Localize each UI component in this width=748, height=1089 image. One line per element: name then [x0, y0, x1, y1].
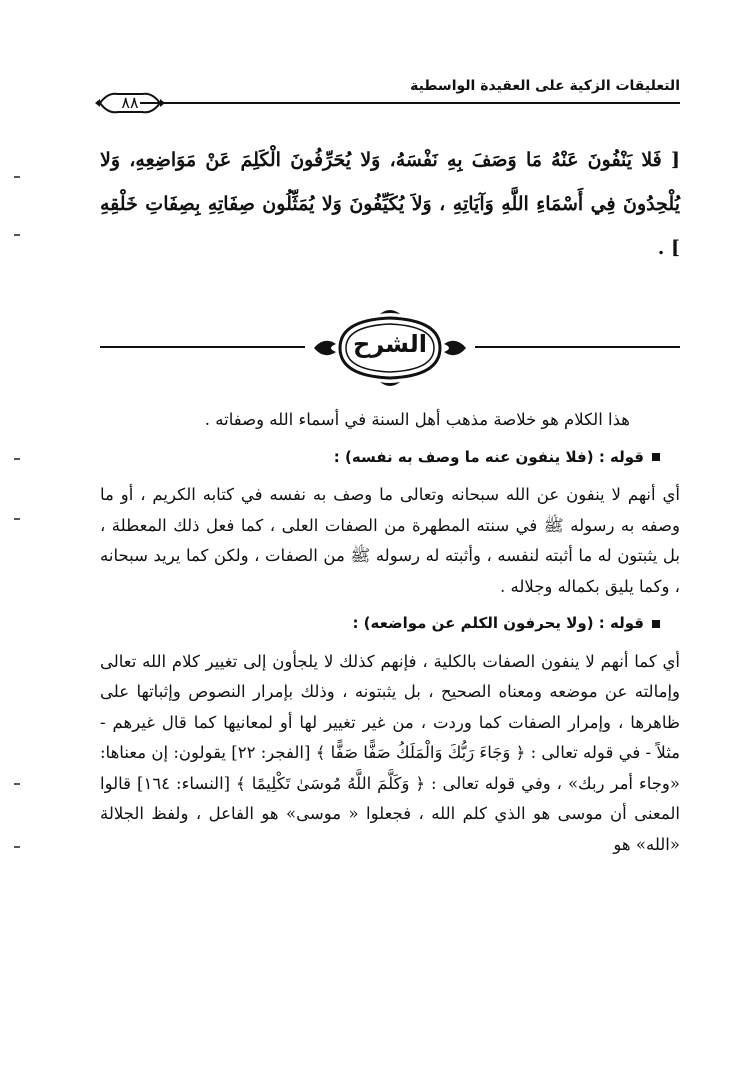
scan-edge-mark: [14, 176, 20, 178]
divider-rule-right: [475, 346, 680, 348]
page-number-badge: [94, 90, 166, 116]
sharh-divider: [100, 308, 680, 398]
page-number: ٨٨: [121, 93, 139, 112]
bullet-square-icon: [652, 453, 660, 461]
divider-rule-left: [100, 346, 305, 348]
running-header: [100, 70, 680, 120]
sharh-label: الشرح: [353, 330, 427, 358]
matn-text: [ فَلا يَنْفُونَ عَنْهُ مَا وَصَفَ بِهِ نَفْسَهُ، وَلا يُحَرِّفُونَ الْكَلِمَ عَنْ مَوَاضِعِهِ، وَلا يُلْحِدُونَ فِي أَسْمَاءِ اللَّهِ وَآيَاتِهِ ، وَلاَ يُكَيِّفُونَ وَلا يُمَثِّلُون صِفَاتِهِ بِصِفَاتِ خَلْقِهِ ] .: [100, 149, 680, 259]
commentary-body: [100, 405, 680, 866]
intro-paragraph: هذا الكلام هو خلاصة مذهب أهل السنة في أسماء الله وصفاته .: [204, 410, 630, 429]
quote-heading-1: [100, 442, 680, 473]
quote-heading-1-text: قوله : (فلا ينفون عنه ما وصف به نفسه) :: [333, 447, 644, 466]
scan-edge-mark: [14, 234, 20, 236]
paragraph-2: أي كما أنهم لا ينفون الصفات بالكلية ، فإنهم كذلك لا يلجأون إلى تغيير كلام الله تعالى وإمالته عن موضعه ومعناه الصحيح ، بل يثبتونه ، وذلك بإمرار النصوص وإثباتها على ظاهرها ، وإمرار الصفات كما وردت ، من غير تغيير لها أو لمعانيها كما قال غيرهم - مثلاً - في قوله تعالى : ﴿ وَجَاءَ رَبُّكَ وَالْمَلَكُ صَفًّا صَفًّا ﴾ [الفجر: ٢٢] يقولون: إن معناها: «وجاء أمر ربك» ، وفي قوله تعالى : ﴿ وَكَلَّمَ اللَّهُ مُوسَىٰ تَكْلِيمًا ﴾ [النساء: ١٦٤] قالوا المعنى أن موسى هو الذي كلم الله ، فجعلوا « موسى» هو الفاعل ، ولفظ الجلالة «الله» هو: [100, 651, 681, 854]
header-rule: [140, 102, 680, 104]
scan-edge-mark: [14, 458, 20, 460]
sharh-badge: [310, 308, 470, 388]
scan-edge-mark: [14, 846, 20, 848]
scan-edge-mark: [14, 783, 20, 785]
quote-heading-2: [100, 608, 680, 639]
quote-heading-2-text: قوله : (ولا يحرفون الكلم عن مواضعه) :: [352, 614, 644, 632]
bullet-square-icon: [652, 620, 660, 628]
scan-edge-mark: [14, 518, 20, 520]
book-title: التعليقات الزكية على العقيدة الواسطية: [410, 78, 680, 94]
paragraph-1: أي أنهم لا ينفون عن الله سبحانه وتعالى ما وصف به نفسه في كتابه الكريم ، أو ما وصفه به رسوله ﷺ في سنته المطهرة من الصفات العلى ، كما فعل ذلك المعطلة ، بل يثبتون له ما أثبته لنفسه ، وأثبته له رسوله ﷺ من الصفات ، ولكن كما يريد سبحانه ، وكما يليق بكماله وجلاله .: [100, 485, 680, 596]
